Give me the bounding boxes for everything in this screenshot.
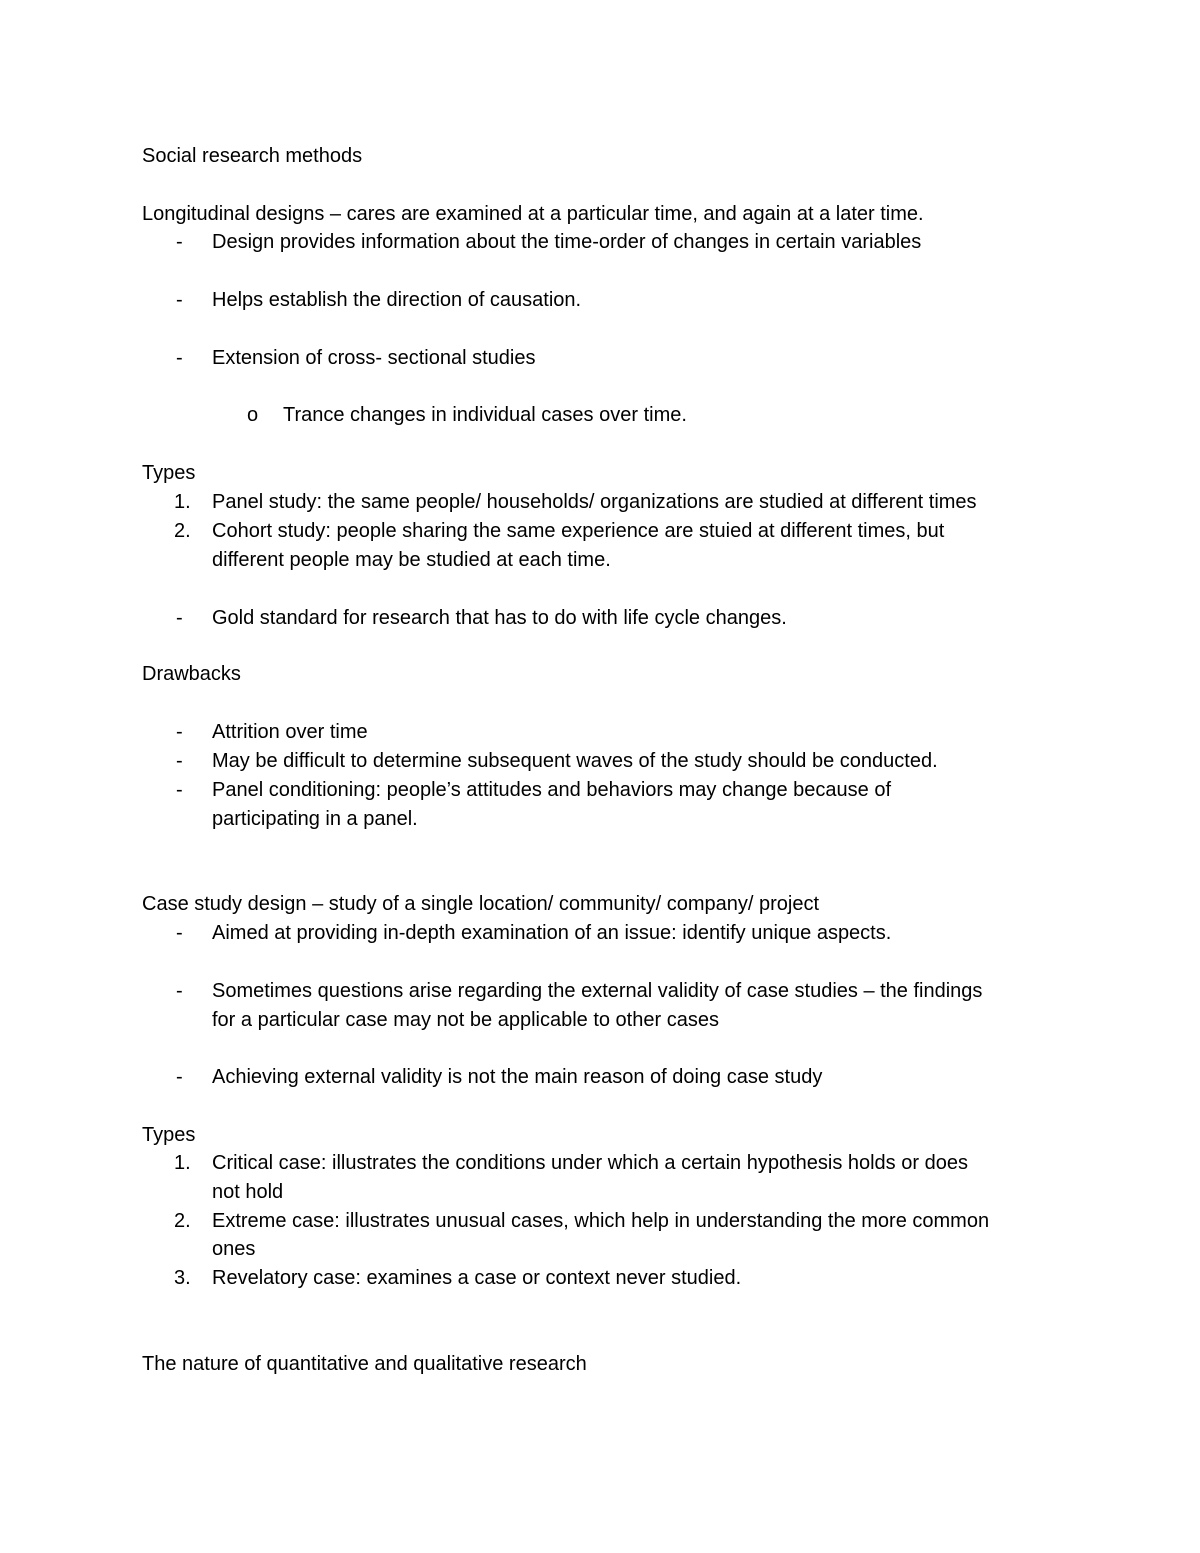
list-number: 2. xyxy=(174,1210,191,1232)
numbered-item xyxy=(0,517,1200,546)
case-types-heading: Types xyxy=(142,1124,196,1146)
list-item xyxy=(0,1063,1200,1092)
case-study-heading: Case study design – study of a single location/ community/ company/ project xyxy=(142,893,820,915)
dash-bullet-icon: - xyxy=(176,721,183,743)
numbered-item-text: Extreme case: illustrates unusual cases, which help in understanding the more common xyxy=(212,1210,990,1232)
next-section-heading: The nature of quantitative and qualitative research xyxy=(142,1353,587,1375)
list-item xyxy=(0,286,1200,315)
drawbacks-heading-line xyxy=(0,660,1200,689)
bullet-text: Helps establish the direction of causation. xyxy=(212,289,582,311)
case-types-heading-line xyxy=(0,1121,1200,1150)
document-title-line xyxy=(0,142,1200,171)
numbered-item xyxy=(0,1207,1200,1236)
list-number: 2. xyxy=(174,520,191,542)
dash-bullet-icon: - xyxy=(176,347,183,369)
sub-bullet-text: Trance changes in individual cases over time. xyxy=(283,404,687,426)
list-number: 1. xyxy=(174,491,191,513)
dash-bullet-icon: - xyxy=(176,750,183,772)
bullet-text: Gold standard for research that has to do with life cycle changes. xyxy=(212,607,787,629)
bullet-text: Achieving external validity is not the main reason of doing case study xyxy=(212,1066,823,1088)
numbered-item-text: not hold xyxy=(212,1181,284,1203)
longitudinal-types-heading-line xyxy=(0,459,1200,488)
list-item xyxy=(0,747,1200,776)
dash-bullet-icon: - xyxy=(176,980,183,1002)
bullet-text: Attrition over time xyxy=(212,721,368,743)
longitudinal-heading-line xyxy=(0,200,1200,229)
dash-bullet-icon: - xyxy=(176,289,183,311)
list-item xyxy=(0,604,1200,633)
numbered-item xyxy=(0,1264,1200,1293)
list-item-continuation xyxy=(0,805,1200,834)
bullet-text: for a particular case may not be applicable to other cases xyxy=(212,1009,719,1031)
case-study-heading-line xyxy=(0,890,1200,919)
numbered-item xyxy=(0,488,1200,517)
dash-bullet-icon: - xyxy=(176,922,183,944)
dash-bullet-icon: - xyxy=(176,779,183,801)
list-item xyxy=(0,977,1200,1006)
next-section-heading-line xyxy=(0,1350,1200,1379)
longitudinal-types-heading: Types xyxy=(142,462,196,484)
dash-bullet-icon: - xyxy=(176,607,183,629)
bullet-text: Design provides information about the time-order of changes in certain variables xyxy=(212,231,922,253)
list-item xyxy=(0,344,1200,373)
dash-bullet-icon: - xyxy=(176,1066,183,1088)
bullet-text: Aimed at providing in-depth examination of an issue: identify unique aspects. xyxy=(212,922,892,944)
document-title: Social research methods xyxy=(142,145,363,167)
longitudinal-heading: Longitudinal designs – cares are examined at a particular time, and again at a later time. xyxy=(142,203,924,225)
numbered-item xyxy=(0,1149,1200,1178)
numbered-item-text: Panel study: the same people/ households/ organizations are studied at different times xyxy=(212,491,977,513)
bullet-text: Panel conditioning: people’s attitudes and behaviors may change because of xyxy=(212,779,891,801)
numbered-item-text: Revelatory case: examines a case or context never studied. xyxy=(212,1267,742,1289)
bullet-text: May be difficult to determine subsequent waves of the study should be conducted. xyxy=(212,750,938,772)
list-number: 3. xyxy=(174,1267,191,1289)
numbered-item-continuation xyxy=(0,1178,1200,1207)
list-number: 1. xyxy=(174,1152,191,1174)
sub-list-item xyxy=(0,401,1200,430)
dash-bullet-icon: - xyxy=(176,231,183,253)
circle-bullet-icon: o xyxy=(247,404,259,426)
numbered-item-text: different people may be studied at each time. xyxy=(212,549,611,571)
numbered-item-text: ones xyxy=(212,1238,256,1260)
numbered-item-continuation xyxy=(0,546,1200,575)
list-item xyxy=(0,919,1200,948)
list-item-continuation xyxy=(0,1006,1200,1035)
list-item xyxy=(0,228,1200,257)
list-item xyxy=(0,776,1200,805)
bullet-text: Sometimes questions arise regarding the external validity of case studies – the findings xyxy=(212,980,983,1002)
bullet-text: Extension of cross- sectional studies xyxy=(212,347,536,369)
drawbacks-heading: Drawbacks xyxy=(142,663,241,685)
numbered-item-text: Critical case: illustrates the conditions under which a certain hypothesis holds or does xyxy=(212,1152,968,1174)
numbered-item-continuation xyxy=(0,1235,1200,1264)
bullet-text: participating in a panel. xyxy=(212,808,418,830)
numbered-item-text: Cohort study: people sharing the same experience are stuied at different times, but xyxy=(212,520,945,542)
list-item xyxy=(0,718,1200,747)
